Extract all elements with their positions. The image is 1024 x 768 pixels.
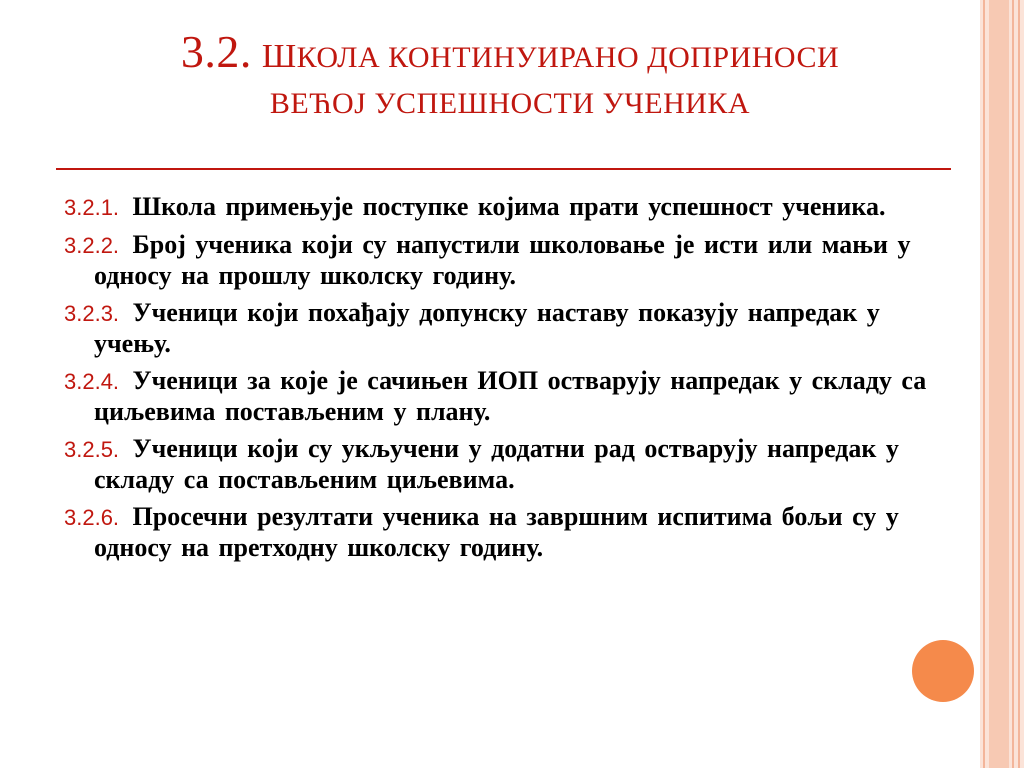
title-line-1 — [50, 24, 970, 80]
item-text: Број ученика који су напустили школовање је исти или мањи у односу на прошлу школску годину. — [94, 230, 911, 290]
list-item — [64, 434, 964, 495]
list-item — [64, 230, 964, 291]
decorative-circle — [912, 640, 974, 702]
item-number: 3.2.6. — [64, 505, 120, 530]
item-number: 3.2.1. — [64, 195, 120, 220]
item-number: 3.2.3. — [64, 301, 120, 326]
side-stripe-line — [983, 0, 985, 768]
title-line-2: ВЕЋОЈ УСПЕШНОСТИ УЧЕНИКА — [269, 87, 751, 121]
item-text: Ученици који похађају допунску наставу показују напредак у учењу. — [94, 298, 880, 358]
criteria-list — [64, 192, 964, 570]
list-item — [64, 298, 964, 359]
item-text: Школа примењује поступке којима прати успешност ученика. — [132, 192, 886, 221]
side-stripe-line — [1012, 0, 1014, 768]
title-line-1-text: КОЛА КОНТИНУИРАНО ДОПРИНОСИ — [296, 41, 840, 74]
list-item — [64, 502, 964, 563]
title-number: 3.2. — [180, 26, 252, 77]
item-text: Ученици за које је сачињен ИОП остварују напредак у складу са циљевима постављеним у плану. — [94, 366, 927, 426]
title-initial: Ш — [261, 38, 297, 75]
item-text: Просечни резултати ученика на завршним испитима бољи су у односу на претходну школску годину. — [94, 502, 899, 562]
list-item — [64, 366, 964, 427]
item-number: 3.2.4. — [64, 369, 120, 394]
side-stripe-line — [1018, 0, 1020, 768]
list-item — [64, 192, 964, 223]
item-text: Ученици који су укључени у додатни рад остварују напредак у складу са постављеним циљевима. — [94, 434, 899, 494]
slide-title — [50, 24, 970, 123]
title-divider — [56, 168, 951, 170]
item-number: 3.2.5. — [64, 437, 120, 462]
item-number: 3.2.2. — [64, 233, 120, 258]
side-stripe-band — [989, 0, 1009, 768]
